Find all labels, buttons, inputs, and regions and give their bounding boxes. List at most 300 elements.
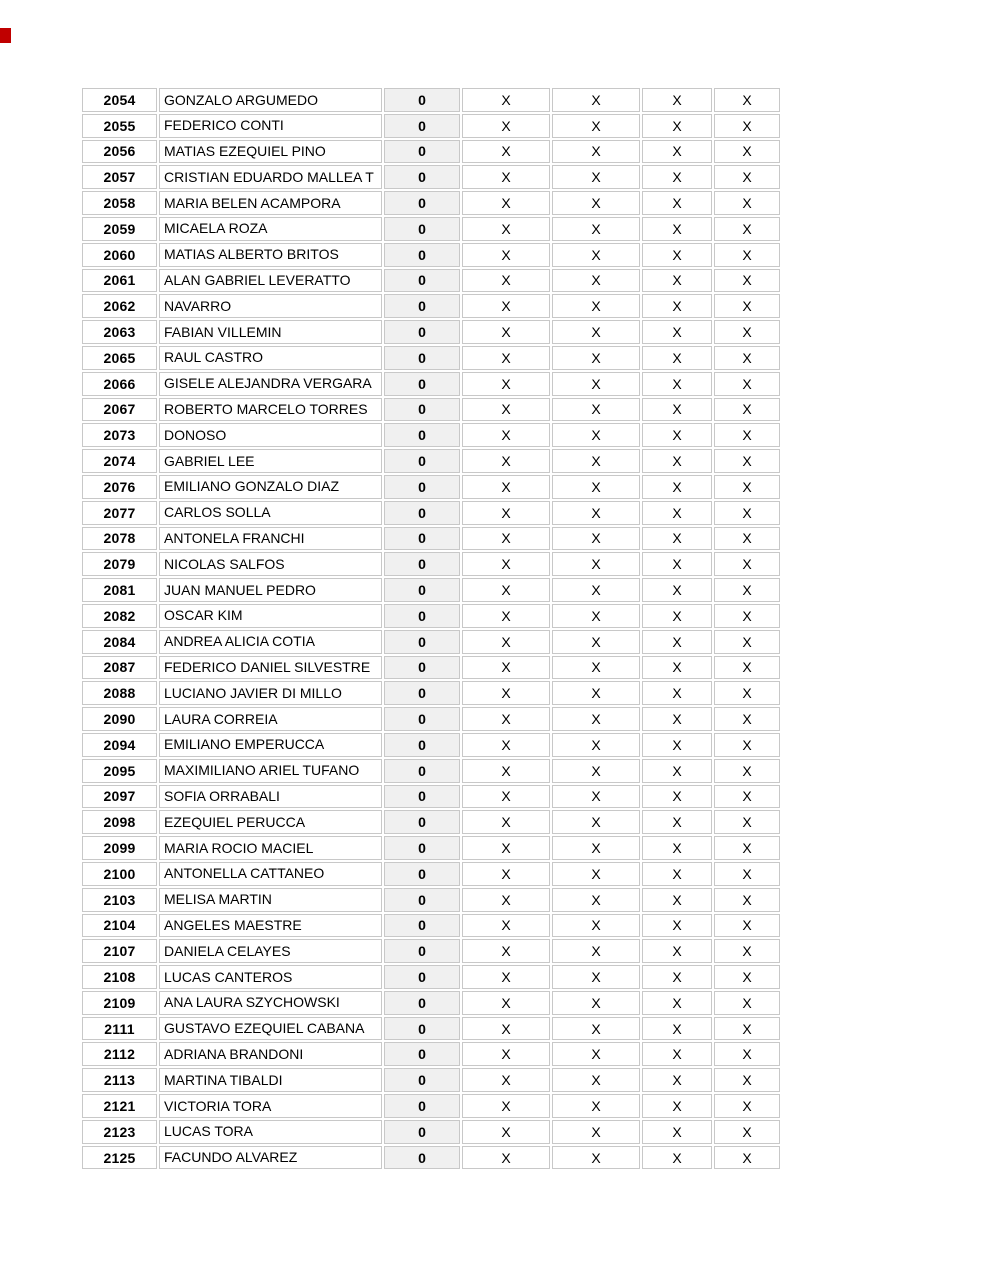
value-cell: 0 xyxy=(384,733,460,757)
member-id-cell: 2081 xyxy=(82,578,157,602)
value-cell: 0 xyxy=(384,578,460,602)
member-name-cell xyxy=(159,320,382,344)
mark-cell-4: X xyxy=(714,604,780,628)
member-id-cell: 2125 xyxy=(82,1146,157,1170)
mark-cell-2: X xyxy=(552,965,640,989)
mark-cell-4: X xyxy=(714,888,780,912)
mark-cell-3: X xyxy=(642,191,712,215)
member-name-cell xyxy=(159,243,382,267)
member-name: FABIAN VILLEMIN xyxy=(164,323,282,340)
mark-cell-3: X xyxy=(642,965,712,989)
mark-cell-3: X xyxy=(642,681,712,705)
member-id-cell: 2108 xyxy=(82,965,157,989)
mark-cell-2: X xyxy=(552,1068,640,1092)
mark-cell-3: X xyxy=(642,243,712,267)
member-id-cell: 2111 xyxy=(82,1017,157,1041)
mark-cell-3: X xyxy=(642,604,712,628)
value-cell: 0 xyxy=(384,939,460,963)
mark-cell-2: X xyxy=(552,140,640,164)
mark-cell-1: X xyxy=(462,165,550,189)
member-id-cell: 2065 xyxy=(82,346,157,370)
member-id-cell: 2088 xyxy=(82,681,157,705)
mark-cell-2: X xyxy=(552,630,640,654)
mark-cell-2: X xyxy=(552,733,640,757)
mark-cell-3: X xyxy=(642,320,712,344)
table-row xyxy=(82,243,780,267)
table-row xyxy=(82,1120,780,1144)
mark-cell-4: X xyxy=(714,140,780,164)
member-name: GABRIEL LEE xyxy=(164,452,255,469)
member-name-cell xyxy=(159,501,382,525)
member-name: MELISA MARTIN xyxy=(164,891,272,908)
mark-cell-1: X xyxy=(462,552,550,576)
table-row xyxy=(82,165,780,189)
member-name-cell xyxy=(159,1042,382,1066)
mark-cell-2: X xyxy=(552,1146,640,1170)
member-name-cell xyxy=(159,604,382,628)
member-name: LUCAS TORA xyxy=(164,1123,253,1140)
value-cell: 0 xyxy=(384,914,460,938)
member-id-cell: 2074 xyxy=(82,449,157,473)
mark-cell-3: X xyxy=(642,862,712,886)
member-name-cell xyxy=(159,372,382,396)
mark-cell-3: X xyxy=(642,888,712,912)
mark-cell-2: X xyxy=(552,656,640,680)
mark-cell-2: X xyxy=(552,475,640,499)
mark-cell-3: X xyxy=(642,294,712,318)
member-name-cell xyxy=(159,785,382,809)
table-row xyxy=(82,269,780,293)
table-row xyxy=(82,217,780,241)
member-id-cell: 2104 xyxy=(82,914,157,938)
table-row xyxy=(82,1094,780,1118)
mark-cell-1: X xyxy=(462,836,550,860)
member-name: MAXIMILIANO ARIEL TUFANO xyxy=(164,762,360,779)
mark-cell-2: X xyxy=(552,888,640,912)
member-name-cell xyxy=(159,965,382,989)
mark-cell-4: X xyxy=(714,527,780,551)
member-name-cell xyxy=(159,294,382,318)
table-row xyxy=(82,810,780,834)
member-name-cell xyxy=(159,1017,382,1041)
member-name: RAUL CASTRO xyxy=(164,349,264,366)
table-row xyxy=(82,398,780,422)
value-cell: 0 xyxy=(384,1120,460,1144)
mark-cell-3: X xyxy=(642,398,712,422)
member-name-cell xyxy=(159,423,382,447)
mark-cell-2: X xyxy=(552,785,640,809)
mark-cell-1: X xyxy=(462,475,550,499)
mark-cell-3: X xyxy=(642,836,712,860)
mark-cell-3: X xyxy=(642,346,712,370)
member-id-cell: 2059 xyxy=(82,217,157,241)
value-cell: 0 xyxy=(384,475,460,499)
mark-cell-4: X xyxy=(714,630,780,654)
member-id-cell: 2063 xyxy=(82,320,157,344)
table-row xyxy=(82,681,780,705)
member-name-cell xyxy=(159,398,382,422)
mark-cell-3: X xyxy=(642,939,712,963)
value-cell: 0 xyxy=(384,630,460,654)
mark-cell-1: X xyxy=(462,630,550,654)
mark-cell-2: X xyxy=(552,939,640,963)
member-name-cell xyxy=(159,888,382,912)
table-row xyxy=(82,552,780,576)
table-row xyxy=(82,759,780,783)
member-name: EMILIANO GONZALO DIAZ xyxy=(164,478,340,495)
mark-cell-3: X xyxy=(642,269,712,293)
table-row xyxy=(82,1068,780,1092)
member-id-cell: 2094 xyxy=(82,733,157,757)
mark-cell-2: X xyxy=(552,836,640,860)
table-row xyxy=(82,527,780,551)
mark-cell-1: X xyxy=(462,604,550,628)
member-name: MATIAS EZEQUIEL PINO xyxy=(164,143,326,160)
value-cell: 0 xyxy=(384,759,460,783)
member-name: MARIA ROCIO MACIEL xyxy=(164,839,314,856)
member-id-cell: 2057 xyxy=(82,165,157,189)
mark-cell-1: X xyxy=(462,785,550,809)
member-name: MARIA BELEN ACAMPORA xyxy=(164,194,341,211)
mark-cell-1: X xyxy=(462,965,550,989)
member-id-cell: 2112 xyxy=(82,1042,157,1066)
mark-cell-2: X xyxy=(552,1094,640,1118)
table-row xyxy=(82,991,780,1015)
mark-cell-3: X xyxy=(642,140,712,164)
mark-cell-2: X xyxy=(552,320,640,344)
member-name: ANA LAURA SZYCHOWSKI xyxy=(164,994,340,1011)
mark-cell-1: X xyxy=(462,294,550,318)
mark-cell-4: X xyxy=(714,449,780,473)
mark-cell-1: X xyxy=(462,398,550,422)
mark-cell-1: X xyxy=(462,140,550,164)
member-name-cell xyxy=(159,707,382,731)
member-id-cell: 2084 xyxy=(82,630,157,654)
table-row xyxy=(82,449,780,473)
member-name-cell xyxy=(159,656,382,680)
table-row xyxy=(82,656,780,680)
members-table xyxy=(82,88,780,1171)
mark-cell-4: X xyxy=(714,810,780,834)
member-name-cell xyxy=(159,114,382,138)
mark-cell-3: X xyxy=(642,552,712,576)
member-name-cell xyxy=(159,1094,382,1118)
member-id-cell: 2121 xyxy=(82,1094,157,1118)
member-name-cell xyxy=(159,939,382,963)
member-name: ANTONELLA CATTANEO xyxy=(164,865,325,882)
member-name: LUCIANO JAVIER DI MILLO xyxy=(164,684,342,701)
mark-cell-1: X xyxy=(462,1146,550,1170)
mark-cell-4: X xyxy=(714,1042,780,1066)
member-name: FEDERICO CONTI xyxy=(164,117,284,134)
table-row xyxy=(82,1017,780,1041)
mark-cell-3: X xyxy=(642,785,712,809)
member-name-cell xyxy=(159,269,382,293)
mark-cell-4: X xyxy=(714,88,780,112)
mark-cell-4: X xyxy=(714,552,780,576)
value-cell: 0 xyxy=(384,501,460,525)
mark-cell-4: X xyxy=(714,939,780,963)
member-name: DANIELA CELAYES xyxy=(164,942,291,959)
member-id-cell: 2082 xyxy=(82,604,157,628)
member-name: FACUNDO ALVAREZ xyxy=(164,1149,298,1166)
table-row xyxy=(82,578,780,602)
member-name: MARTINA TIBALDI xyxy=(164,1071,283,1088)
mark-cell-2: X xyxy=(552,501,640,525)
mark-cell-4: X xyxy=(714,733,780,757)
mark-cell-3: X xyxy=(642,372,712,396)
mark-cell-3: X xyxy=(642,759,712,783)
member-id-cell: 2077 xyxy=(82,501,157,525)
mark-cell-3: X xyxy=(642,217,712,241)
mark-cell-1: X xyxy=(462,810,550,834)
value-cell: 0 xyxy=(384,656,460,680)
mark-cell-1: X xyxy=(462,759,550,783)
mark-cell-2: X xyxy=(552,423,640,447)
value-cell: 0 xyxy=(384,1017,460,1041)
table-row xyxy=(82,630,780,654)
member-name-cell xyxy=(159,991,382,1015)
table-row xyxy=(82,862,780,886)
mark-cell-4: X xyxy=(714,1017,780,1041)
table-row xyxy=(82,604,780,628)
mark-cell-2: X xyxy=(552,604,640,628)
member-name-cell xyxy=(159,1146,382,1170)
table-row xyxy=(82,320,780,344)
member-id-cell: 2066 xyxy=(82,372,157,396)
mark-cell-4: X xyxy=(714,423,780,447)
mark-cell-3: X xyxy=(642,914,712,938)
mark-cell-4: X xyxy=(714,707,780,731)
mark-cell-4: X xyxy=(714,243,780,267)
mark-cell-2: X xyxy=(552,527,640,551)
mark-cell-4: X xyxy=(714,398,780,422)
member-name-cell xyxy=(159,681,382,705)
value-cell: 0 xyxy=(384,88,460,112)
value-cell: 0 xyxy=(384,810,460,834)
value-cell: 0 xyxy=(384,604,460,628)
mark-cell-1: X xyxy=(462,991,550,1015)
mark-cell-3: X xyxy=(642,114,712,138)
mark-cell-1: X xyxy=(462,423,550,447)
member-name-cell xyxy=(159,191,382,215)
member-name-cell xyxy=(159,1068,382,1092)
member-name: JUAN MANUEL PEDRO xyxy=(164,581,316,598)
member-name-cell xyxy=(159,810,382,834)
member-id-cell: 2098 xyxy=(82,810,157,834)
mark-cell-3: X xyxy=(642,88,712,112)
member-id-cell: 2099 xyxy=(82,836,157,860)
table-row xyxy=(82,939,780,963)
value-cell: 0 xyxy=(384,836,460,860)
table-row xyxy=(82,140,780,164)
mark-cell-2: X xyxy=(552,269,640,293)
table-row xyxy=(82,888,780,912)
mark-cell-2: X xyxy=(552,759,640,783)
member-name: GONZALO ARGUMEDO xyxy=(164,91,319,108)
member-name-cell xyxy=(159,346,382,370)
member-name: GISELE ALEJANDRA VERGARA xyxy=(164,375,372,392)
member-name-cell xyxy=(159,217,382,241)
member-name-cell xyxy=(159,836,382,860)
mark-cell-3: X xyxy=(642,1146,712,1170)
member-name: EZEQUIEL PERUCCA xyxy=(164,813,306,830)
mark-cell-3: X xyxy=(642,449,712,473)
mark-cell-4: X xyxy=(714,656,780,680)
mark-cell-1: X xyxy=(462,707,550,731)
mark-cell-4: X xyxy=(714,785,780,809)
table-row xyxy=(82,294,780,318)
member-id-cell: 2090 xyxy=(82,707,157,731)
mark-cell-1: X xyxy=(462,243,550,267)
mark-cell-3: X xyxy=(642,578,712,602)
member-id-cell: 2087 xyxy=(82,656,157,680)
mark-cell-4: X xyxy=(714,862,780,886)
member-id-cell: 2100 xyxy=(82,862,157,886)
member-name: OSCAR KIM xyxy=(164,607,243,624)
mark-cell-2: X xyxy=(552,1120,640,1144)
mark-cell-3: X xyxy=(642,733,712,757)
member-name: ANGELES MAESTRE xyxy=(164,917,302,933)
mark-cell-4: X xyxy=(714,1094,780,1118)
mark-cell-2: X xyxy=(552,191,640,215)
value-cell: 0 xyxy=(384,269,460,293)
mark-cell-3: X xyxy=(642,630,712,654)
value-cell: 0 xyxy=(384,398,460,422)
member-name-cell xyxy=(159,578,382,602)
member-id-cell: 2076 xyxy=(82,475,157,499)
mark-cell-4: X xyxy=(714,1120,780,1144)
mark-cell-3: X xyxy=(642,527,712,551)
value-cell: 0 xyxy=(384,785,460,809)
table-row xyxy=(82,1146,780,1170)
mark-cell-3: X xyxy=(642,475,712,499)
mark-cell-1: X xyxy=(462,1120,550,1144)
mark-cell-4: X xyxy=(714,965,780,989)
member-name: ANDREA ALICIA COTIA xyxy=(164,633,315,650)
value-cell: 0 xyxy=(384,862,460,886)
table-row xyxy=(82,501,780,525)
mark-cell-4: X xyxy=(714,217,780,241)
member-id-cell: 2095 xyxy=(82,759,157,783)
table-row xyxy=(82,346,780,370)
member-name: ALAN GABRIEL LEVERATTO xyxy=(164,272,351,289)
mark-cell-2: X xyxy=(552,114,640,138)
table-row xyxy=(82,423,780,447)
mark-cell-3: X xyxy=(642,1094,712,1118)
mark-cell-4: X xyxy=(714,501,780,525)
mark-cell-4: X xyxy=(714,578,780,602)
member-name: ROBERTO MARCELO TORRES xyxy=(164,401,368,418)
member-name: LAURA CORREIA xyxy=(164,710,278,727)
member-id-cell: 2058 xyxy=(82,191,157,215)
mark-cell-2: X xyxy=(552,681,640,705)
mark-cell-2: X xyxy=(552,217,640,241)
member-name: ANTONELA FRANCHI xyxy=(164,530,305,547)
member-id-cell: 2055 xyxy=(82,114,157,138)
mark-cell-4: X xyxy=(714,914,780,938)
mark-cell-1: X xyxy=(462,527,550,551)
mark-cell-2: X xyxy=(552,552,640,576)
value-cell: 0 xyxy=(384,191,460,215)
member-id-cell: 2054 xyxy=(82,88,157,112)
mark-cell-3: X xyxy=(642,165,712,189)
member-name: LUCAS CANTEROS xyxy=(164,968,293,985)
value-cell: 0 xyxy=(384,707,460,731)
mark-cell-4: X xyxy=(714,191,780,215)
member-name: MICAELA ROZA xyxy=(164,220,268,237)
mark-cell-4: X xyxy=(714,836,780,860)
value-cell: 0 xyxy=(384,965,460,989)
member-name-cell xyxy=(159,1120,382,1144)
mark-cell-3: X xyxy=(642,1068,712,1092)
value-cell: 0 xyxy=(384,165,460,189)
value-cell: 0 xyxy=(384,552,460,576)
member-name: MATIAS ALBERTO BRITOS xyxy=(164,246,339,263)
mark-cell-1: X xyxy=(462,578,550,602)
member-id-cell: 2062 xyxy=(82,294,157,318)
member-name: VICTORIA TORA xyxy=(164,1097,272,1114)
member-name-cell xyxy=(159,475,382,499)
table-row xyxy=(82,475,780,499)
mark-cell-1: X xyxy=(462,217,550,241)
mark-cell-1: X xyxy=(462,681,550,705)
mark-cell-1: X xyxy=(462,914,550,938)
member-id-cell: 2097 xyxy=(82,785,157,809)
mark-cell-4: X xyxy=(714,1146,780,1170)
mark-cell-1: X xyxy=(462,88,550,112)
value-cell: 0 xyxy=(384,320,460,344)
value-cell: 0 xyxy=(384,372,460,396)
member-id-cell: 2113 xyxy=(82,1068,157,1092)
mark-cell-4: X xyxy=(714,165,780,189)
table-row xyxy=(82,836,780,860)
member-id-cell: 2060 xyxy=(82,243,157,267)
mark-cell-4: X xyxy=(714,346,780,370)
member-id-cell: 2078 xyxy=(82,527,157,551)
member-name-cell xyxy=(159,914,382,938)
mark-cell-2: X xyxy=(552,578,640,602)
mark-cell-2: X xyxy=(552,294,640,318)
value-cell: 0 xyxy=(384,140,460,164)
member-id-cell: 2067 xyxy=(82,398,157,422)
member-name: ADRIANA BRANDONI xyxy=(164,1045,304,1062)
member-name-cell xyxy=(159,759,382,783)
mark-cell-3: X xyxy=(642,656,712,680)
value-cell: 0 xyxy=(384,243,460,267)
mark-cell-1: X xyxy=(462,733,550,757)
mark-cell-1: X xyxy=(462,1068,550,1092)
value-cell: 0 xyxy=(384,527,460,551)
mark-cell-1: X xyxy=(462,501,550,525)
mark-cell-1: X xyxy=(462,1042,550,1066)
mark-cell-4: X xyxy=(714,991,780,1015)
mark-cell-1: X xyxy=(462,939,550,963)
mark-cell-1: X xyxy=(462,449,550,473)
table-row xyxy=(82,914,780,938)
member-name: NAVARRO xyxy=(164,297,232,314)
mark-cell-1: X xyxy=(462,656,550,680)
member-name: GUSTAVO EZEQUIEL CABANA xyxy=(164,1020,365,1037)
mark-cell-2: X xyxy=(552,398,640,422)
member-name: CARLOS SOLLA xyxy=(164,504,271,521)
mark-cell-3: X xyxy=(642,1120,712,1144)
value-cell: 0 xyxy=(384,991,460,1015)
mark-cell-1: X xyxy=(462,1094,550,1118)
mark-cell-4: X xyxy=(714,681,780,705)
member-id-cell: 2079 xyxy=(82,552,157,576)
mark-cell-2: X xyxy=(552,88,640,112)
